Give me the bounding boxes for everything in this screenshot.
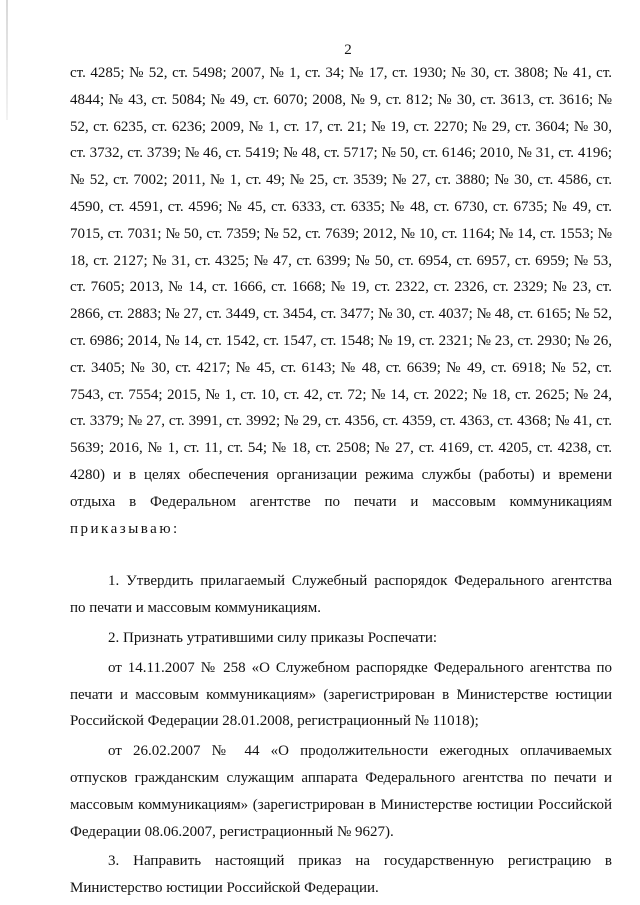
page-number: 2 — [344, 42, 352, 58]
document-body — [70, 60, 612, 902]
order-item-2: 2. Признать утратившими силу приказы Роспечати: — [108, 629, 438, 646]
scan-edge-mark — [6, 0, 8, 120]
citation-text: ст. 4285; № 52, ст. 5498; 2007, № 1, ст. 34; № 17, ст. 1930; № 30, ст. 3808; № 41, ст. 4844; № 43, ст. 5084; № 49, ст. 6070; 2008, № 9, ст. 812; № 30, ст. 3613, ст. 3616; № 52, ст. 6235, ст. 6236; 2009, № 1, ст. 17, ст. 21; № 19, ст. 2270; № 29, ст. 3604; № 30, ст. 3732, ст. 3739; № 46, ст. 5419; № 48, ст. 5717; № 50, ст. 6146; 2010, № 31, ст. 4196; № 52, ст. 7002; 2011, № 1, ст. 49; № 25, ст. 3539; № 27, ст. 3880; № 30, ст. 4586, ст. 4590, ст. 4591, ст. 4596; № 45, ст. 6333, ст. 6335; № 48, ст. 6730, ст. 6735; № 49, ст. 7015, ст. 7031; № 50, ст. 7359; № 52, ст. 7639; 2012, № 10, ст. 1164; № 14, ст. 1553; № 18, ст. 2127; № 31, ст. 4325; № 47, ст. 6399; № 50, ст. 6954, ст. 6957, ст. 6959; № 53, ст. 7605; 2013, № 14, ст. 1666, ст. 1668; № 19, ст. 2322, ст. 2326, ст. 2329; № 23, ст. 2866, ст. 2883; № 27, ст. 3449, ст. 3454, ст. 3477; № 30, ст. 4037; № 48, ст. 6165; № 52, ст. 6986; 2014, № 14, ст. 1542, ст. 1547, ст. 1548; № 19, ст. 2321; № 23, ст. 2930; № 26, ст. 3405; № 30, ст. 4217; № 45, ст. 6143; № 48, ст. 6639; № 49, ст. 6918; № 52, ст. 7543, ст. 7554; 2015, № 1, ст. 10, ст. 42, ст. 72; № 14, ст. 2022; № 18, ст. 2625; № 24, ст. 3379; № 27, ст. 3991, ст. 3992; № 29, ст. 4356, ст. 4359, ст. 4363, ст. 4368; № 41, ст. 5639; 2016, № 1, ст. 11, ст. 54; № 18, ст. 2508; № 27, ст. 4169, ст. 4205, ст. 4238, ст. 4280) и в целях обеспечения организации режима службы (работы) и времени отдыха в Федеральном агентстве по печати и массовым коммуникациям — [70, 65, 612, 510]
order-word: приказываю: — [70, 520, 180, 537]
order-item-3: 3. Направить настоящий приказ на государственную регистрацию в Министерство юстиции Российской Федерации. — [70, 853, 612, 897]
citation-paragraph — [70, 60, 612, 542]
order-item-2b: от 26.02.2007 № 44 «О продолжительности ежегодных оплачиваемых отпусков гражданским служащим аппарата Федерального агентства по печати и массовым коммуникациям» (зарегистрирован в Министерстве юстиции Российской Федерации 08.06.2007, регистрационный № 9627). — [70, 743, 612, 840]
order-item-2a: от 14.11.2007 № 258 «О Служебном распорядке Федерального агентства по печати и массовым коммуникациям» (зарегистрирован в Министерстве юстиции Российской Федерации 28.01.2008, регистрационный № 11018); — [70, 659, 612, 730]
order-item-1: 1. Утвердить прилагаемый Служебный распорядок Федерального агентства по печати и массовым коммуникациям. — [70, 573, 612, 617]
